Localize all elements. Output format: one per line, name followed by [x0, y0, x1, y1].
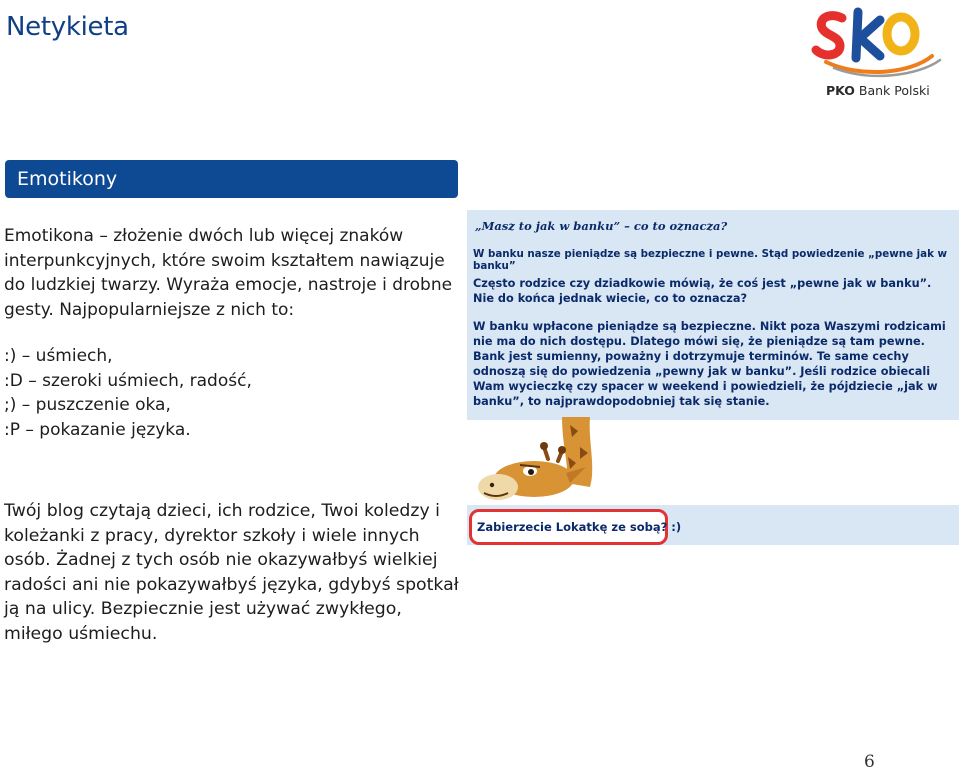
example-screenshot [467, 210, 959, 420]
list-item: :) – uśmiech, [4, 346, 113, 366]
giraffe-mascot-icon [470, 417, 620, 507]
example-line-1: W banku nasze pieniądze są bezpieczne i pewne. Stąd powiedzenie „pewne jak w banku” [473, 248, 948, 272]
speech-bubble [469, 509, 682, 545]
intro-paragraph: Emotikona – złożenie dwóch lub więcej znaków interpunkcyjnych, które swoim kształtem nawiązuje do ludzkiej twarzy. Wyraża emocje, nastroje i drobne gesty. Najpopularniejsze z nich to: [4, 226, 453, 320]
speech-bubble-text: Zabierzecie Lokatkę ze sobą? :) [477, 520, 682, 534]
sko-pko-logo [800, 4, 950, 100]
sko-logo-icon [800, 4, 950, 82]
list-item: :D – szeroki uśmiech, radość, [4, 370, 252, 391]
example-question: „Masz to jak w banku” – co to oznacza? [475, 219, 728, 233]
example-line-3: W banku wpłacone pieniądze są bezpieczne. Nikt poza Waszymi rodzicami nie ma do nich dostępu. Dlatego mówi się, że pieniądze są tam pewne. Bank jest sumienny, poważny i dotrzymuje terminów. Te same cechy odnoszą się do powiedzenia „pewny jak w banku”. Jeśli rodzice obiecali Wam wycieczkę czy spacer w weekend i powiedzieli, że pójdziecie „jak w banku”, to najprawdopodobniej tak się stanie. [473, 320, 946, 408]
example-line-2: Często rodzice czy dziadkowie mówią, że coś jest „pewne jak w banku”. Nie do końca jednak wiecie, co to oznacza? [473, 277, 932, 305]
closing-paragraph: Twój blog czytają dzieci, ich rodzice, Twoi koledzy i koleżanki z pracy, dyrektor szkoły i wiele innych osób. Żadnej z tych osób nie okazywałbyś wielkiej radości ani nie pokazywałbyś języka, gdybyś spotkał ją na ulicy. Bezpiecznie jest używać zwykłego, miłego uśmiechu. [4, 501, 459, 644]
list-item: :P – pokazanie języka. [4, 419, 191, 440]
section-header-bar [5, 160, 458, 198]
section-title: Emotikony [17, 168, 118, 190]
page-number: 6 [864, 752, 875, 772]
page-title: Netykieta [6, 12, 129, 42]
pko-bank-polski-caption: PKO Bank Polski [826, 83, 930, 98]
example-speech-panel [467, 505, 959, 545]
list-item: ;) – puszczenie oka, [4, 395, 171, 415]
emoticon-list [4, 344, 459, 442]
